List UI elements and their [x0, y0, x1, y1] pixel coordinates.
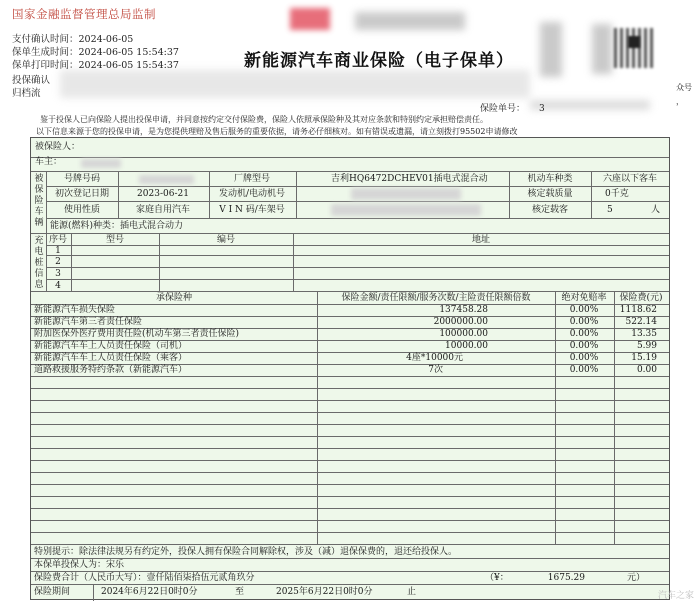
coverage-row-name: 新能源汽车损失保险 [34, 305, 116, 315]
coverage-header-name: 承保险种 [155, 293, 193, 303]
curb-weight-label: 核定载质量 [527, 189, 573, 199]
coverage-row-premium: 13.35 [631, 329, 657, 339]
meta-gen-time: 保单生成时间：2024-06-05 15:54:37 [12, 47, 179, 58]
vehicle-type-value: 六座以下客车 [602, 174, 658, 184]
vehicle-section-label: 被保险车辆 [34, 174, 44, 228]
side-fragment: 众号 [676, 83, 692, 92]
redacted-vin [331, 204, 481, 216]
coverage-row-amount: 100000.00 [439, 329, 488, 339]
coverage-row-amount: 2000000.00 [433, 317, 488, 327]
charging-row-seq: 3 [55, 269, 61, 279]
coverage-row-amount: 4座*10000元 [406, 353, 463, 363]
owner-label: 车主： [35, 157, 63, 167]
coverage-row-name: 新能源汽车第三者责任保险 [34, 317, 143, 327]
energy-label: 能源(燃料)种类：插电式混合动力 [50, 221, 184, 231]
period-label: 保险期间 [34, 587, 71, 597]
coverage-row-deductible: 0.00% [569, 305, 599, 315]
seats-label: 核定载客 [531, 205, 569, 215]
curb-weight-value: 0千克 [605, 189, 629, 199]
coverage-row-name: 新能源汽车车上人员责任保险（乘客） [34, 353, 188, 363]
policy-table [30, 137, 670, 600]
meta-confirm: 投保确认 [12, 75, 51, 86]
period-end-word: 止 [407, 587, 417, 597]
watermark-logo: 汽车之家 [657, 591, 694, 601]
redacted-block [592, 24, 612, 74]
charging-row-seq: 1 [55, 246, 61, 256]
meta-archive: 归档流 [12, 88, 41, 99]
redacted-engine [351, 188, 461, 200]
coverage-row-amount: 7次 [428, 365, 443, 375]
redacted-block [540, 22, 562, 77]
coverage-row-deductible: 0.00% [569, 365, 599, 375]
charging-header-seq: 序号 [48, 235, 68, 245]
charging-header-model: 型号 [105, 235, 125, 245]
qr-code-icon [614, 28, 654, 68]
coverage-header-amount: 保险金额/责任限额/服务次数/主险责任限额倍数 [341, 293, 531, 303]
coverage-row-premium: 15.19 [631, 353, 657, 363]
page-title: 新能源汽车商业保险（电子保单） [244, 51, 514, 71]
coverage-row-premium: 522.14 [625, 317, 657, 327]
coverage-row-deductible: 0.00% [569, 329, 599, 339]
period-to: 2025年6月22日0时0分 [276, 587, 373, 597]
use-label: 使用性质 [63, 205, 101, 215]
seats-value: 5 [607, 205, 613, 215]
meta-print-time: 保单打印时间：2024-06-05 15:54:37 [12, 60, 179, 71]
model-value: 吉利HQ6472DCHEV01插电式混合动 [331, 174, 488, 184]
applicant-line: 本保单投保人为：宋乐 [34, 560, 125, 570]
reg-date-value: 2023-06-21 [137, 189, 189, 199]
meta-pay-time: 支付确认时间：2024-06-05 [12, 34, 134, 45]
charging-header-address: 地址 [471, 235, 491, 245]
charging-row-seq: 4 [55, 281, 61, 291]
redacted-stamp-red [290, 8, 330, 30]
policy-number: 保险单号： 3 [480, 104, 545, 114]
side-fragment: ， [676, 97, 684, 106]
coverage-row-name: 道路救援服务特约条款（新能源汽车） [34, 365, 188, 375]
coverage-row-premium: 1118.62 [619, 305, 657, 315]
coverage-row-premium: 0.00 [636, 365, 657, 375]
coverage-row-amount: 137458.28 [439, 305, 488, 315]
regulator-title: 国家金融监督管理总局监制 [12, 7, 156, 21]
coverage-row-deductible: 0.00% [569, 341, 599, 351]
seats-unit: 人 [651, 205, 661, 215]
vehicle-type-label: 机动车种类 [527, 174, 573, 184]
premium-total-line: 保险费合计（人民币大写）：壹仟陆佰柒拾伍元贰角玖分 [34, 573, 255, 583]
premium-symbol: （¥： [485, 573, 509, 583]
redacted-owner [81, 159, 121, 168]
coverage-row-deductible: 0.00% [569, 353, 599, 363]
redacted-header-text [355, 12, 465, 30]
engine-label: 发动机/电动机号 [218, 189, 286, 199]
insured-label: 被保险人： [35, 142, 81, 152]
coverage-header-deductible: 绝对免赔率 [561, 293, 607, 303]
redacted-plate [139, 175, 194, 184]
notice-line: 鉴于投保人已向保险人提出投保申请，并同意按约定交付保险费，保险人依照承保险种及其对应条款和特别约定承担赔偿责任。 [40, 115, 488, 124]
model-label: 厂牌型号 [233, 174, 271, 184]
coverage-row-name: 新能源汽车车上人员责任保险（司机） [34, 341, 188, 351]
charging-row-seq: 2 [55, 257, 61, 267]
vin-label: V I N 码/车架号 [219, 205, 285, 215]
coverage-row-deductible: 0.00% [569, 317, 599, 327]
charging-header-number: 编号 [216, 235, 236, 245]
use-value: 家庭自用汽车 [135, 205, 191, 215]
special-notice: 特别提示：除法律法规另有约定外，投保人拥有保险合同解除权，涉及（减）退保保费的，退还给投保人。 [34, 547, 458, 557]
notice-line: 以下信息来源于您的投保申请，是为您提供理赔及售后服务的重要依据，请务必仔细核对。如有错误或遗漏，请立刻拨打95502申请修改 [36, 127, 518, 136]
coverage-header-premium: 保险费(元) [619, 293, 663, 303]
period-from: 2024年6月22日0时0分 [101, 587, 198, 597]
redacted-policy-number [530, 100, 650, 110]
plate-label: 号牌号码 [63, 174, 101, 184]
charging-section-label: 充电桩信息 [34, 236, 44, 290]
premium-total-value: 1675.29 [547, 573, 585, 583]
coverage-row-amount: 10000.00 [445, 341, 488, 351]
period-to-word: 至 [235, 587, 245, 597]
premium-unit: 元） [627, 573, 646, 583]
qr-center-icon [628, 36, 640, 48]
coverage-row-premium: 5.99 [636, 341, 657, 351]
redacted-confirmation [60, 70, 530, 98]
coverage-row-name: 附加医保外医疗费用责任险(机动车第三者责任保险) [34, 329, 240, 339]
reg-date-label: 初次登记日期 [54, 189, 110, 199]
